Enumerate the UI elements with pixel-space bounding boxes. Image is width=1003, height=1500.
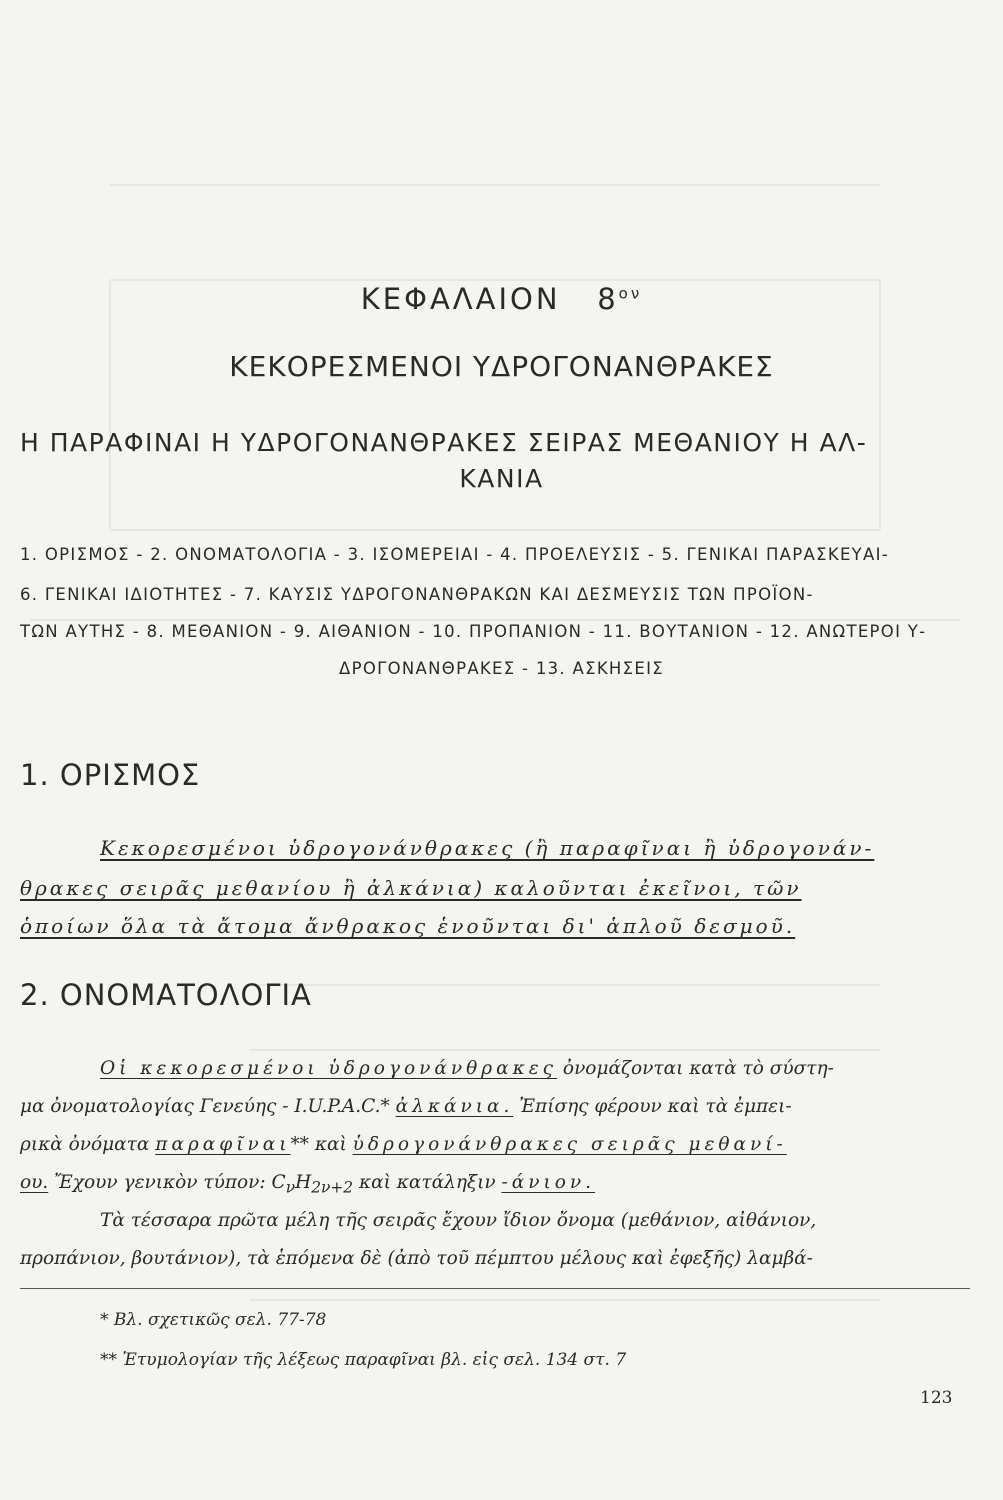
chapter-number-suffix: ον (618, 284, 643, 303)
subtitle-line-1: Η ΠΑΡΑΦΙΝΑΙ Η ΥΔΡΟΓΟΝΑΝΘΡΑΚΕΣ ΣΕΙΡΑΣ ΜΕΘΑΝΙΟΥ Η ΑΛ- (20, 428, 868, 457)
toc-line-2: 6. ΓΕΝΙΚΑΙ ΙΔΙΟΤΗΤΕΣ - 7. ΚΑΥΣΙΣ ΥΔΡΟΓΟΝΑΝΘΡΑΚΩΝ ΚΑΙ ΔΕΣΜΕΥΣΙΣ ΤΩΝ ΠΡΟΪΟΝ- (20, 585, 814, 604)
nomenclature-line-2: μα ὀνοματολογίας Γενεύης - I.U.P.A.C.* ἀλκάνια. Ἐπίσης φέρουν καὶ τὰ ἐμπει- (20, 1096, 792, 1117)
page-number: 123 (920, 1388, 953, 1408)
term-alkanes: ἀλκάνια. (395, 1096, 514, 1117)
nomenclature-line-4: ου. Ἔχουν γενικὸν τύπον: $C_\nu H_{2\nu+2}$ καὶ κατάληξιν -άνιον. (20, 1172, 595, 1197)
toc-line-4: ΔΡΟΓΟΝΑΝΘΡΑΚΕΣ - 13. ΑΣΚΗΣΕΙΣ (339, 659, 664, 678)
formula-subscript-2n2: 2ν+2 (311, 1178, 354, 1197)
footnote-1: * Βλ. σχετικῶς σελ. 77-78 (100, 1310, 327, 1330)
chapter-number: 8 (597, 282, 619, 316)
formula-subscript-n: ν (285, 1178, 296, 1197)
chapter-label: ΚΕΦΑΛΑΙΟΝ (360, 282, 561, 316)
section-1-heading: 1. ΟΡΙΣΜΟΣ (20, 758, 201, 792)
nomenclature-line-1: Οἱ κεκορεσμένοι ὑδρογονάνθρακες ὀνομάζονται κατὰ τὸ σύστη- (100, 1058, 834, 1079)
term-suffix-anion: -άνιον. (501, 1172, 595, 1193)
definition-line-3: ὁποίων ὅλα τὰ ἄτομα ἄνθρακος ἑνοῦνται δι' ἁπλοῦ δεσμοῦ. (20, 914, 796, 938)
toc-line-1: 1. ΟΡΙΣΜΟΣ - 2. ΟΝΟΜΑΤΟΛΟΓΙΑ - 3. ΙΣΟΜΕΡΕΙΑΙ - 4. ΠΡΟΕΛΕΥΣΙΣ - 5. ΓΕΝΙΚΑΙ ΠΑΡΑΣΚΕΥΑΙ- (20, 545, 890, 564)
nomenclature-line-5: Τὰ τέσσαρα πρῶτα μέλη τῆς σειρᾶς ἔχουν ἴδιον ὄνομα (μεθάνιον, αἰθάνιον, (100, 1210, 817, 1231)
nomenclature-line-6: προπάνιον, βουτάνιον), τὰ ἑπόμενα δὲ (ἀπὸ τοῦ πέμπτου μέλους καὶ ἐφεξῆς) λαμβά- (20, 1248, 813, 1269)
term-saturated-hydrocarbons: Οἱ κεκορεσμένοι ὑδρογονάνθρακες (100, 1058, 558, 1079)
footnote-2: ** Ἐτυμολογίαν τῆς λέξεως παραφῖναι βλ. εἰς σελ. 134 στ. 7 (100, 1350, 627, 1370)
section-2-heading: 2. ΟΝΟΜΑΤΟΛΟΓΙΑ (20, 978, 312, 1012)
chapter-heading (0, 282, 1003, 316)
toc-line-3: ΤΩΝ ΑΥΤΗΣ - 8. ΜΕΘΑΝΙΟΝ - 9. ΑΙΘΑΝΙΟΝ - 10. ΠΡΟΠΑΝΙΟΝ - 11. ΒΟΥΤΑΝΙΟΝ - 12. ΑΝΩΤΕΡΟΙ Υ- (20, 622, 927, 641)
term-paraffins: παραφῖναι (155, 1134, 291, 1155)
definition-line-2: θρακες σειρᾶς μεθανίου ἢ ἀλκάνια) καλοῦνται ἐκεῖνοι, τῶν (20, 876, 802, 900)
subtitle-line-2: ΚΑΝΙΑ (459, 464, 544, 493)
footnote-divider (20, 1288, 970, 1289)
definition-line-1: Κεκορεσμένοι ὑδρογονάνθρακες (ἢ παραφῖναι ἢ ὑδρογονάν- (100, 836, 875, 860)
page-title: ΚΕΚΟΡΕΣΜΕΝΟΙ ΥΔΡΟΓΟΝΑΝΘΡΑΚΕΣ (229, 350, 774, 383)
term-methane-series: ὑδρογονάνθρακες σειρᾶς μεθανί- (352, 1134, 787, 1155)
nomenclature-line-3: ρικὰ ὀνόματα παραφῖναι** καὶ ὑδρογονάνθρακες σειρᾶς μεθανί- (20, 1134, 787, 1155)
